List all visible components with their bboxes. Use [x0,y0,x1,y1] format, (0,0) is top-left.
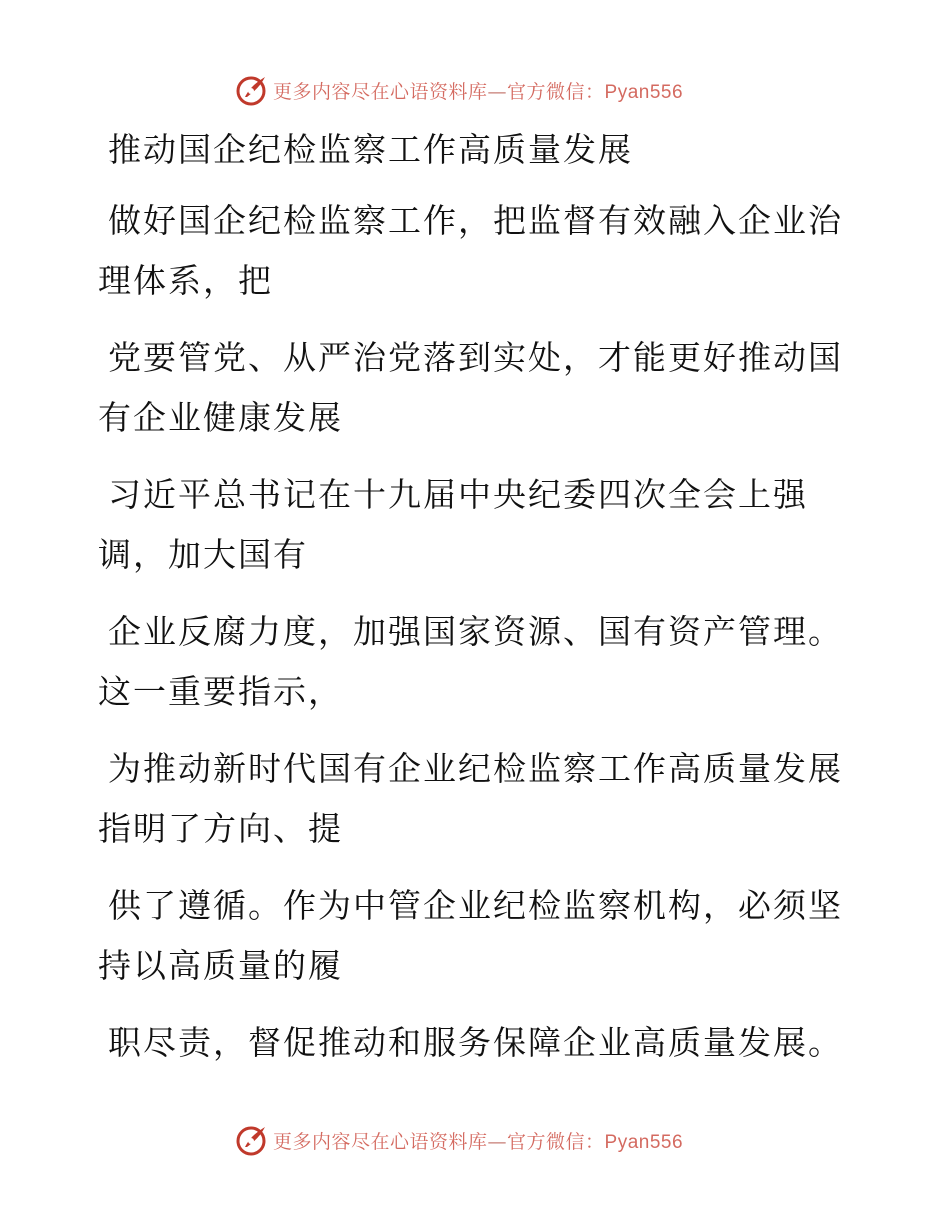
watermark-wechat-id: Pyan556 [604,1131,684,1153]
watermark-main-text: 更多内容尽在心语资料库 [273,80,488,103]
watermark-separator: — [487,80,508,103]
paragraph-line: 习近平总书记在十九届中央纪委四次全会上强 [108,475,808,514]
paragraph [98,739,858,859]
paragraph [98,465,858,585]
title-text: 推动国企纪检监察工作高质量发展 [108,130,633,169]
document-title [98,120,858,180]
paragraph-line: 持以高质量的履 [98,946,343,985]
paragraph [98,602,858,722]
watermark-separator: — [487,1130,508,1153]
header-watermark [235,70,683,110]
watermark-text [273,1127,683,1154]
paragraph-line: 党要管党、从严治党落到实处，才能更好推动国 [108,338,843,377]
paragraph-list [98,191,858,1073]
paragraph-line: 有企业健康发展 [98,398,343,437]
watermark-wechat-label: 官方微信： [507,80,605,103]
watermark-main-text: 更多内容尽在心语资料库 [273,1130,488,1153]
paragraph-line: 职尽责，督促推动和服务保障企业高质量发展。 [108,1023,843,1062]
paragraph [98,876,858,996]
paragraph-line: 为推动新时代国有企业纪检监察工作高质量发展 [108,749,843,788]
paragraph-line: 理体系，把 [98,261,273,300]
paragraph-line: 企业反腐力度，加强国家资源、国有资产管理。 [108,612,843,651]
watermark-wechat-id: Pyan556 [604,81,684,103]
quill-logo-icon [235,1123,269,1157]
quill-logo-icon [235,73,269,107]
paragraph-line: 指明了方向、提 [98,809,343,848]
paragraph-line: 调，加大国有 [98,535,308,574]
paragraph-line: 做好国企纪检监察工作，把监督有效融入企业治 [108,201,843,240]
paragraph [98,1013,858,1073]
paragraph-line: 这一重要指示， [98,672,343,711]
paragraph-line: 供了遵循。作为中管企业纪检监察机构，必须坚 [108,886,843,925]
footer-watermark [235,1120,683,1160]
paragraph [98,191,858,311]
document-body [98,120,858,1090]
paragraph [98,328,858,448]
watermark-wechat-label: 官方微信： [507,1130,605,1153]
watermark-text [273,77,683,104]
